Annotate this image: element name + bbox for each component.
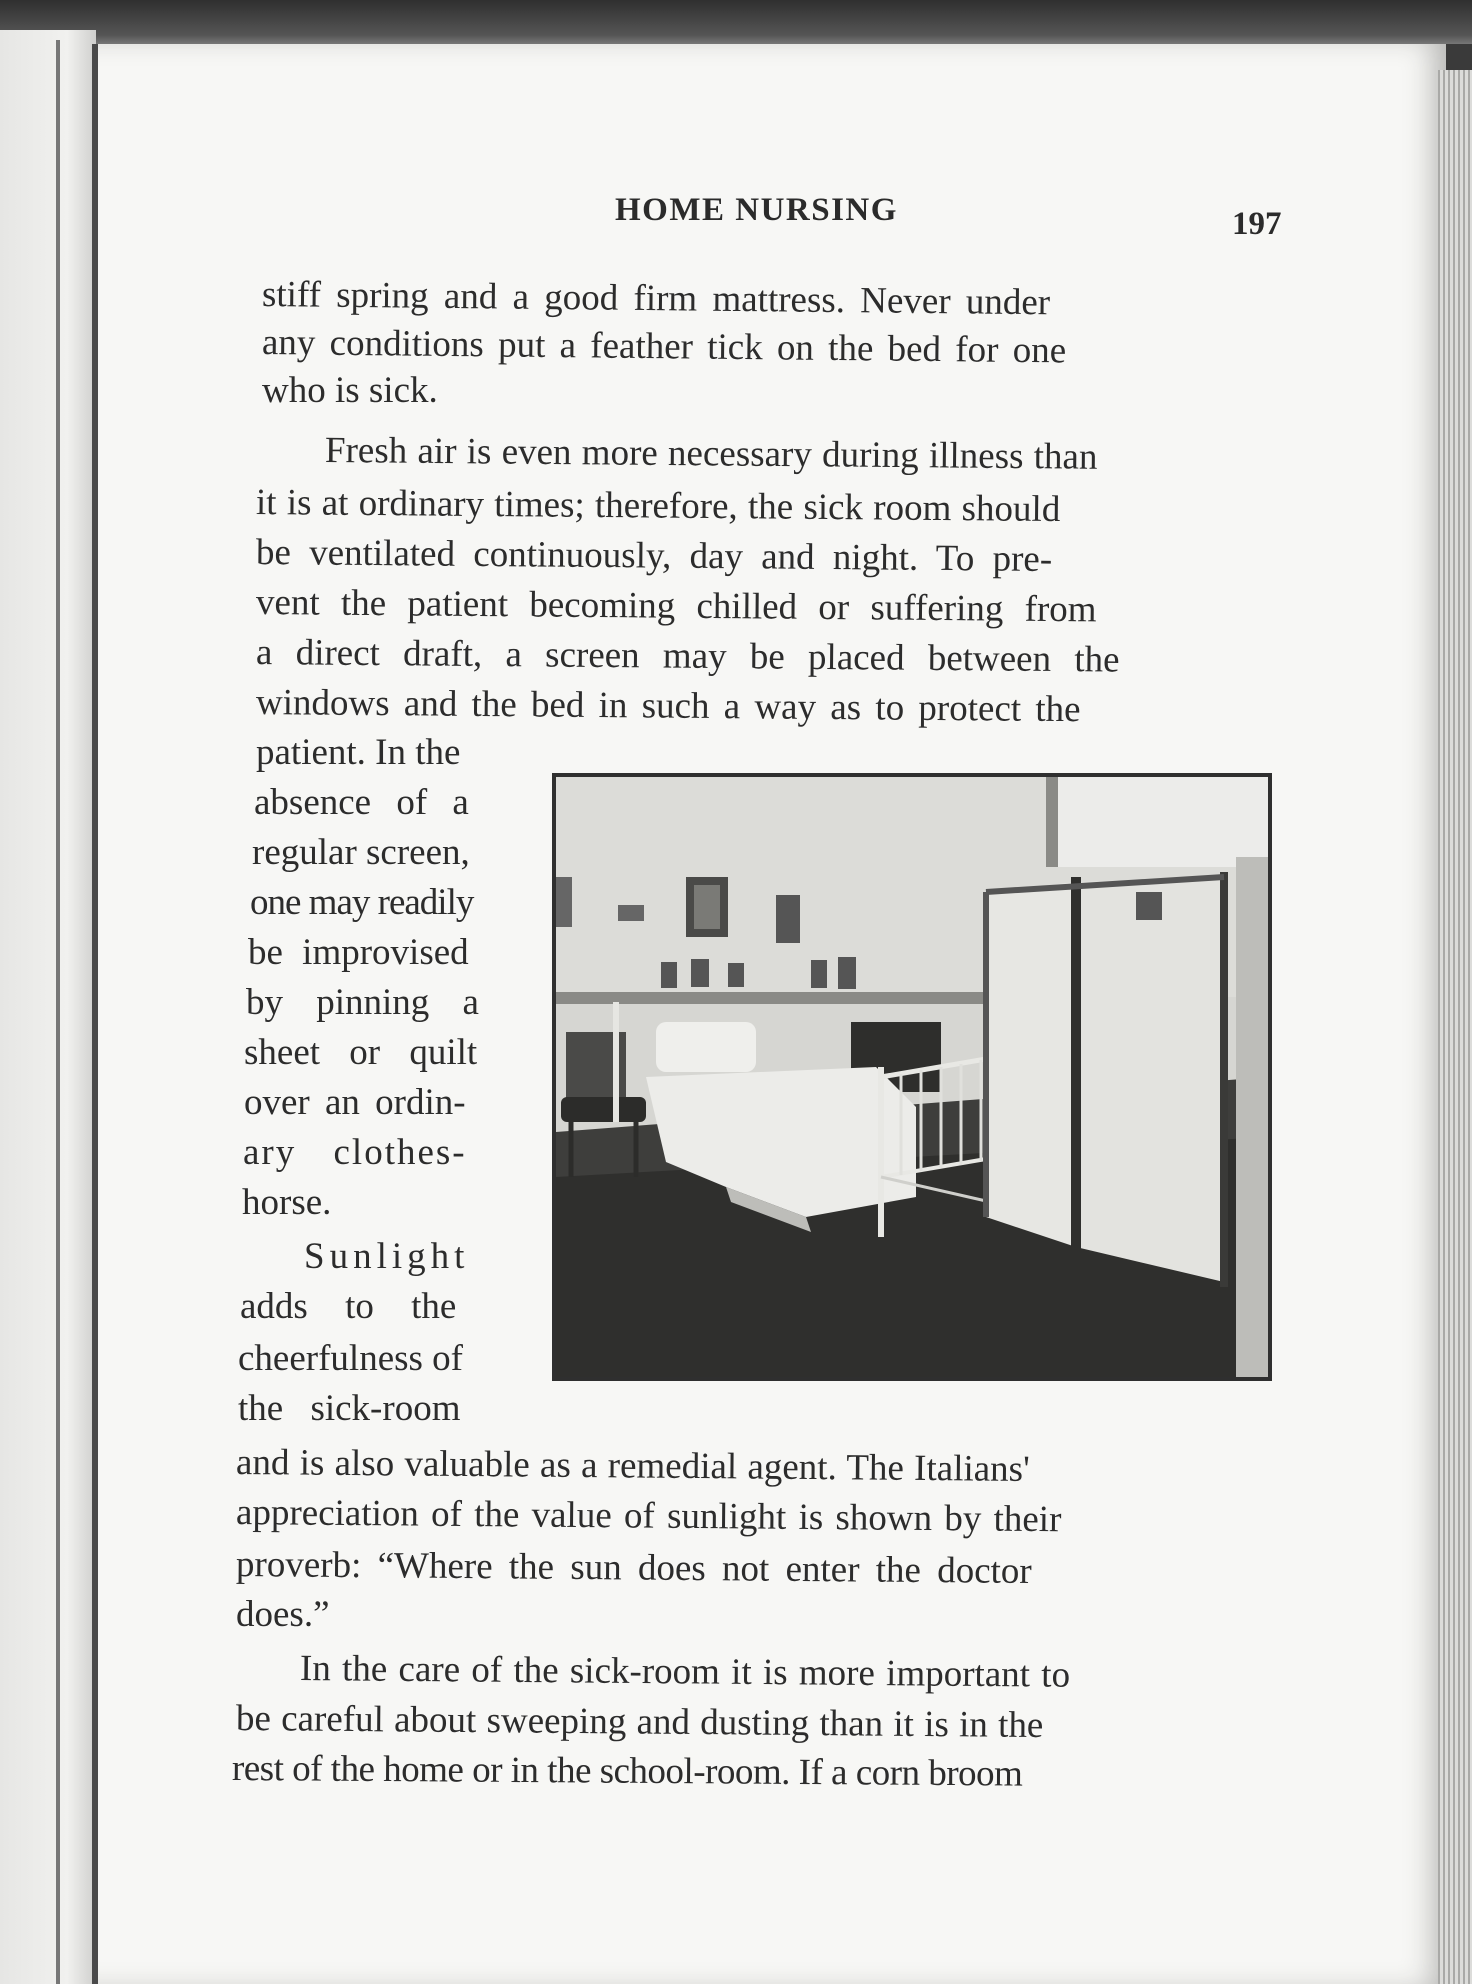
body-line: In the care of the sick-room it is more important to xyxy=(299,1648,1071,1696)
body-line: proverb: “Where the sun does not enter the doctor xyxy=(235,1544,1032,1592)
body-line: it is at ordinary times; therefore, the sick room should xyxy=(255,482,1061,531)
body-line: ary clothes- xyxy=(243,1132,467,1173)
page-stack-edge xyxy=(1438,70,1472,1984)
body-line: who is sick. xyxy=(262,370,438,411)
body-line: patient. In the xyxy=(256,732,461,773)
body-line: be careful about sweeping and dusting than it is in the xyxy=(235,1698,1044,1747)
facing-page-edge xyxy=(56,40,60,1984)
body-line: be improvised xyxy=(248,932,469,973)
body-line: windows and the bed in such a way as to protect the xyxy=(255,682,1081,731)
body-line: rest of the home or in the school-room. If a corn broom xyxy=(231,1748,1023,1795)
body-line: any conditions put a feather tick on the bed for one xyxy=(261,322,1067,372)
body-line: regular screen, xyxy=(252,832,470,873)
book-top-edge xyxy=(0,0,1472,44)
body-line: adds to the xyxy=(240,1286,457,1327)
body-line: cheerfulness of xyxy=(238,1338,463,1379)
book-gutter xyxy=(92,44,98,1984)
facing-page xyxy=(0,30,96,1984)
body-line: does.” xyxy=(236,1594,330,1635)
running-head: HOME NURSING xyxy=(615,192,898,228)
body-line: the sick-room xyxy=(238,1388,461,1429)
body-line: Sunlight xyxy=(304,1236,470,1277)
body-line: a direct draft, a screen may be placed between the xyxy=(255,632,1120,681)
body-line: one may readily xyxy=(250,882,474,923)
body-line: be ventilated continuously, day and night. To pre- xyxy=(255,532,1053,580)
body-line: horse. xyxy=(242,1182,332,1223)
body-line: stiff spring and a good firm mattress. Never under xyxy=(261,274,1051,324)
sick-room-illustration xyxy=(556,777,1268,1377)
body-line: Fresh air is even more necessary during illness than xyxy=(324,430,1098,478)
body-line: absence of a xyxy=(254,782,469,823)
body-line: by pinning a xyxy=(246,982,479,1023)
body-line: sheet or quilt xyxy=(244,1032,478,1073)
body-line: over an ordin- xyxy=(244,1082,466,1123)
body-line: appreciation of the value of sunlight is shown by their xyxy=(235,1492,1062,1541)
body-line: vent the patient becoming chilled or suffering from xyxy=(255,582,1097,631)
page-number: 197 xyxy=(1232,206,1282,242)
sick-room-photo xyxy=(552,773,1272,1381)
body-line: and is also valuable as a remedial agent. The Italians' xyxy=(235,1442,1030,1490)
